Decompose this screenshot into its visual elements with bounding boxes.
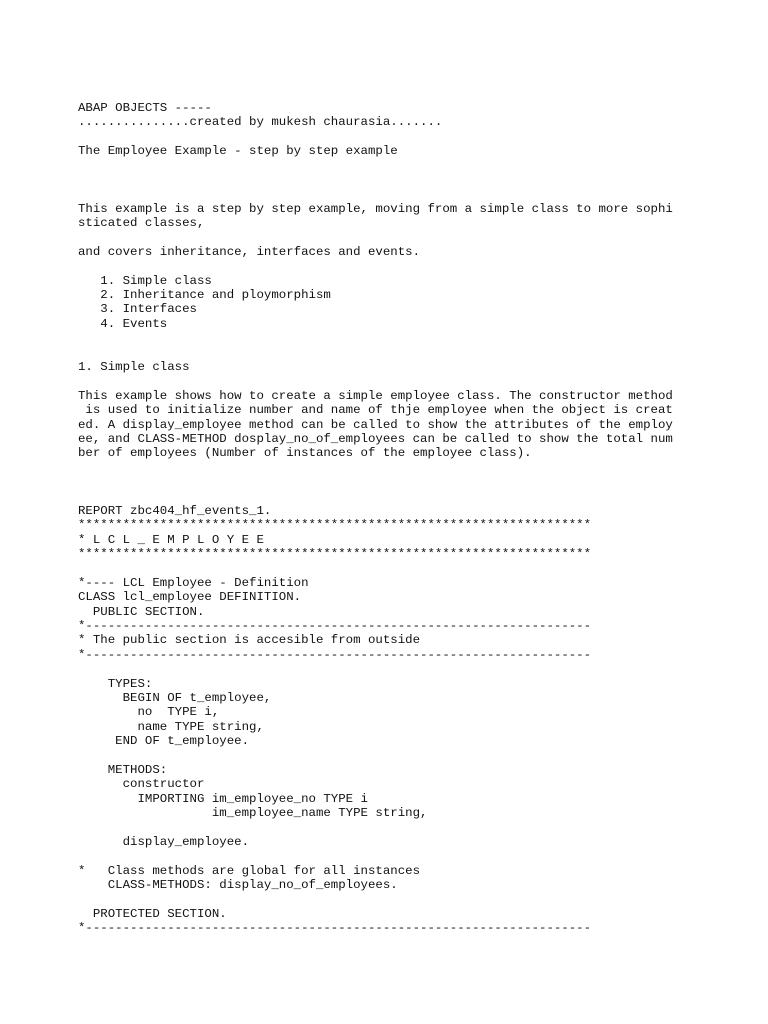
toc-item: 2. Inheritance and ploymorphism <box>78 288 331 303</box>
code-line: CLASS lcl_employee DEFINITION. <box>78 590 302 605</box>
paragraph-line: is used to initialize number and name of thje employee when the object is creat <box>78 403 673 418</box>
paragraph-line: This example shows how to create a simple employee class. The constructor method <box>78 388 673 403</box>
code-line: display_employee. <box>78 834 250 849</box>
paragraph-line: ee, and CLASS-METHOD dosplay_no_of_employees can be called to show the total num <box>78 431 673 446</box>
toc-item: 4. Events <box>78 316 168 331</box>
blank-line <box>78 173 758 187</box>
blank-line <box>78 461 758 475</box>
code-line: PUBLIC SECTION. <box>78 604 205 619</box>
blank-line <box>78 331 758 345</box>
code-line: *---- LCL Employee - Definition <box>78 575 309 590</box>
blank-line <box>78 130 758 144</box>
section-heading: 1. Simple class <box>78 360 190 375</box>
code-line: no TYPE i, <box>78 705 220 720</box>
toc-item: 1. Simple class <box>78 273 212 288</box>
code-line: * L C L _ E M P L O Y E E <box>78 532 264 547</box>
code-line: *-------------------------------------------------------------------- <box>78 921 592 936</box>
code-line: METHODS: <box>78 762 168 777</box>
subtitle-line: The Employee Example - step by step example <box>78 144 398 159</box>
code-line: BEGIN OF t_employee, <box>78 691 272 706</box>
code-line: * The public section is accesible from outside <box>78 633 421 648</box>
code-line: *-------------------------------------------------------------------- <box>78 619 592 634</box>
blank-line <box>78 159 758 173</box>
blank-line <box>78 490 758 504</box>
intro-line: and covers inheritance, interfaces and events. <box>78 244 421 259</box>
author-line: ...............created by mukesh chaurasia....... <box>78 115 443 130</box>
code-line: *-------------------------------------------------------------------- <box>78 647 592 662</box>
blank-line <box>78 346 758 360</box>
code-line: ********************************************************************* <box>78 518 592 533</box>
blank-line <box>78 374 758 388</box>
blank-line <box>78 475 758 489</box>
code-line: END OF t_employee. <box>78 734 250 749</box>
code-line: IMPORTING im_employee_no TYPE i <box>78 791 368 806</box>
blank-line <box>78 662 758 676</box>
blank-line <box>78 259 758 273</box>
code-line: REPORT zbc404_hf_events_1. <box>78 503 272 518</box>
intro-line: sticated classes, <box>78 216 205 231</box>
paragraph-line: ber of employees (Number of instances of the employee class). <box>78 446 532 461</box>
code-line: name TYPE string, <box>78 719 264 734</box>
doc-title-line: ABAP OBJECTS ----- <box>78 101 212 115</box>
blank-line <box>78 187 758 201</box>
blank-line <box>78 749 758 763</box>
blank-line <box>78 849 758 863</box>
code-line: CLASS-METHODS: display_no_of_employees. <box>78 878 398 893</box>
code-line: im_employee_name TYPE string, <box>78 806 428 821</box>
blank-line <box>78 231 758 245</box>
toc-item: 3. Interfaces <box>78 302 197 317</box>
paragraph-line: ed. A display_employee method can be called to show the attributes of the employ <box>78 417 673 432</box>
code-line: PROTECTED SECTION. <box>78 906 227 921</box>
blank-line <box>78 892 758 906</box>
code-line: constructor <box>78 777 205 792</box>
code-line: ********************************************************************* <box>78 547 592 562</box>
document-page <box>78 101 758 936</box>
blank-line <box>78 821 758 835</box>
blank-line <box>78 562 758 576</box>
code-line: * Class methods are global for all instances <box>78 863 421 878</box>
intro-line: This example is a step by step example, moving from a simple class to more sophi <box>78 201 673 216</box>
code-line: TYPES: <box>78 676 153 691</box>
